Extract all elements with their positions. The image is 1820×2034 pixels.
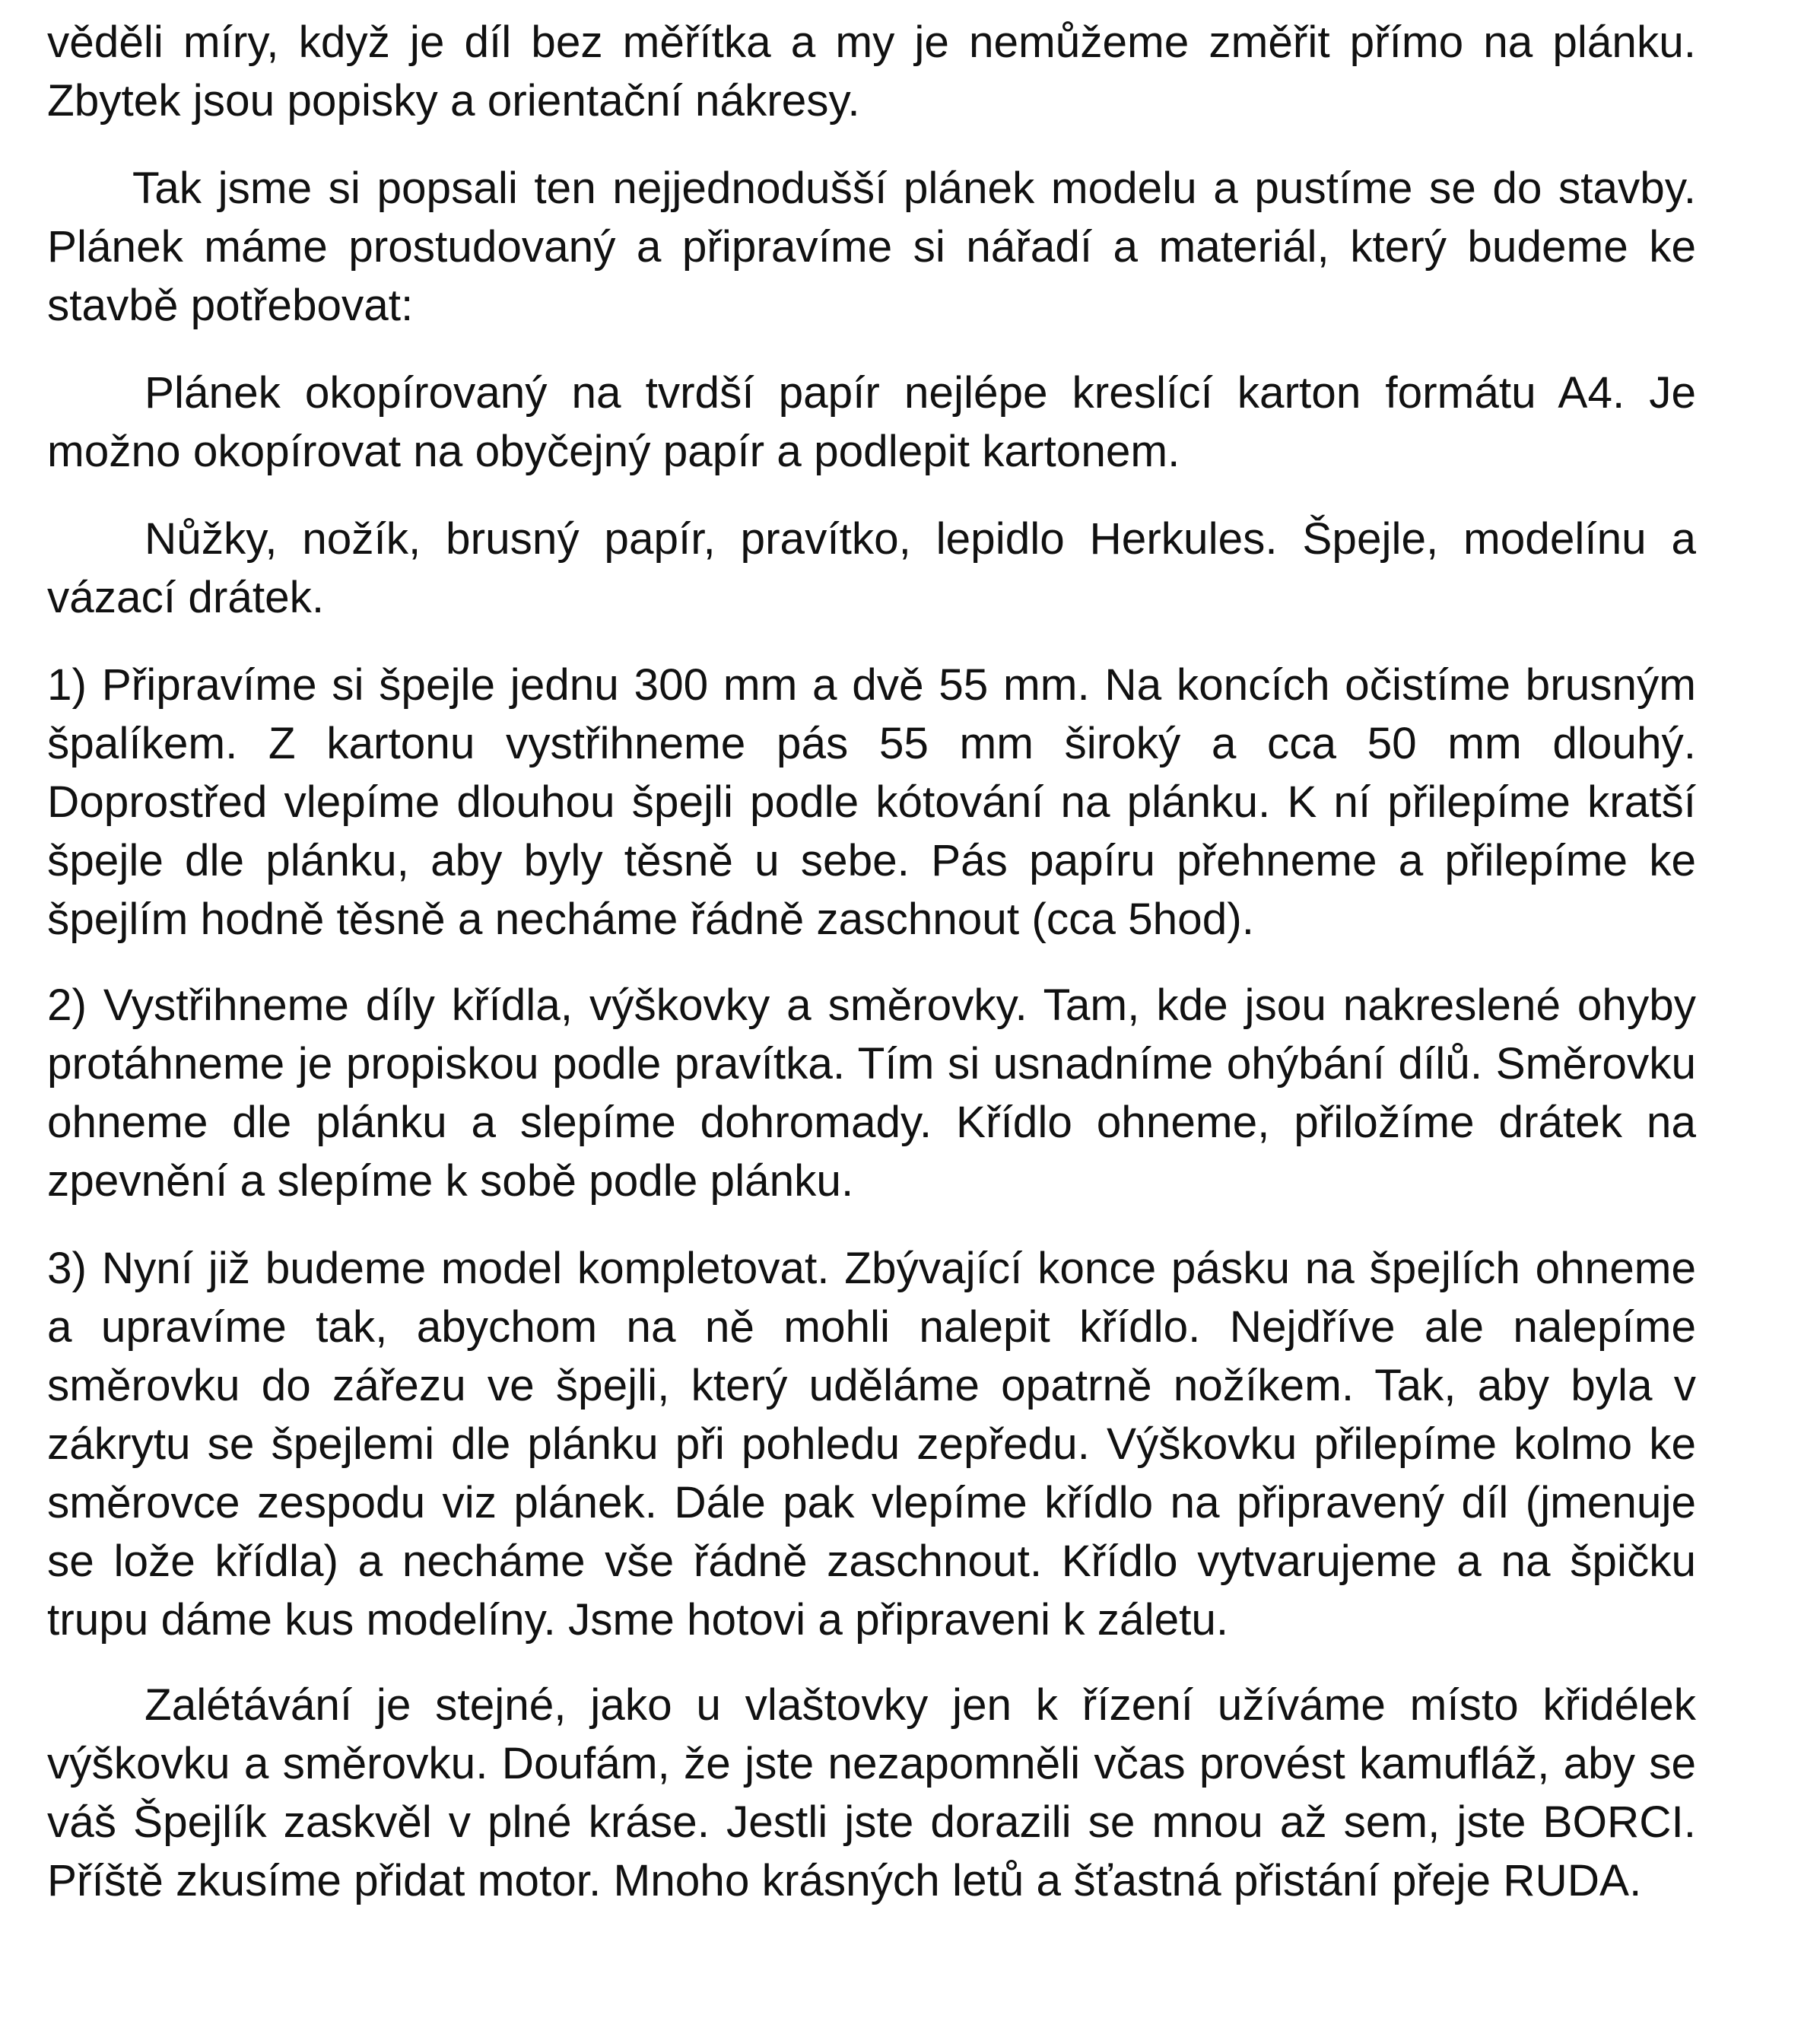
paragraph-step-3: 3) Nyní již budeme model kompletovat. Zbývající konce pásku na špejlích ohneme a upravíme tak, abychom na ně mohli nalepit křídlo. Nejdříve ale nalepíme směrovku do zářezu ve špejli, který uděláme opatrně nožíkem. Tak, aby byla v zákrytu se špejlemi dle plánku při pohledu zepředu. Výškovku přilepíme kolmo ke směrovce zespodu viz plánek. Dále pak vlepíme křídlo na připravený díl (jmenuje se lože křídla) a necháme vše řádně zaschnout. Křídlo vytvarujeme a na špičku trupu dáme kus modelíny. Jsme hotovi a připraveni k záletu.: [47, 1244, 1696, 1645]
paragraph-step-2: 2) Vystřihneme díly křídla, výškovky a směrovky. Tam, kde jsou nakreslené ohyby protáhneme je propiskou podle pravítka. Tím si usnadníme ohýbání dílů. Směrovku ohneme dle plánku a slepíme dohromady. Křídlo ohneme, přiložíme drátek na zpevnění a slepíme k sobě podle plánku.: [47, 980, 1696, 1206]
paragraph-step-1: 1) Připravíme si špejle jednu 300 mm a dvě 55 mm. Na koncích očistíme brusným špalíkem. Z kartonu vystřihneme pás 55 mm široký a cca 50 mm dlouhý. Doprostřed vlepíme dlouhou špejli podle kótování na plánku. K ní přilepíme kratší špejle dle plánku, aby byly těsně u sebe. Pás papíru přehneme a přilepíme ke špejlím hodně těsně a necháme řádně zaschnout (cca 5hod).: [47, 660, 1696, 944]
paragraph-trimming-closing: Zalétávání je stejné, jako u vlaštovky jen k řízení užíváme místo křidélek výškovku a směrovku. Doufám, že jste nezapomněli včas provést kamufláž, aby se váš Špejlík zaskvěl v plné kráse. Jestli jste dorazili se mnou až sem, jste BORCI. Příště zkusíme přidat motor. Mnoho krásných letů a šťastná přistání přeje RUDA.: [47, 1680, 1696, 1905]
paragraph-measurements-note: věděli míry, když je díl bez měřítka a my je nemůžeme změřit přímo na plánku. Zbytek jsou popisky a orientační nákresy.: [47, 17, 1696, 126]
paragraph-plan-copy: Plánek okopírovaný na tvrdší papír nejlépe kreslící karton formátu A4. Je možno okopírovat na obyčejný papír a podlepit kartonem.: [47, 368, 1696, 476]
paragraph-tools-list: Nůžky, nožík, brusný papír, pravítko, lepidlo Herkules. Špejle, modelínu a vázací drátek.: [47, 514, 1696, 622]
paragraph-intro-build: Tak jsme si popsali ten nejjednodušší plánek modelu a pustíme se do stavby. Plánek máme prostudovaný a připravíme si nářadí a materiál, který budeme ke stavbě potřebovat:: [47, 164, 1696, 330]
